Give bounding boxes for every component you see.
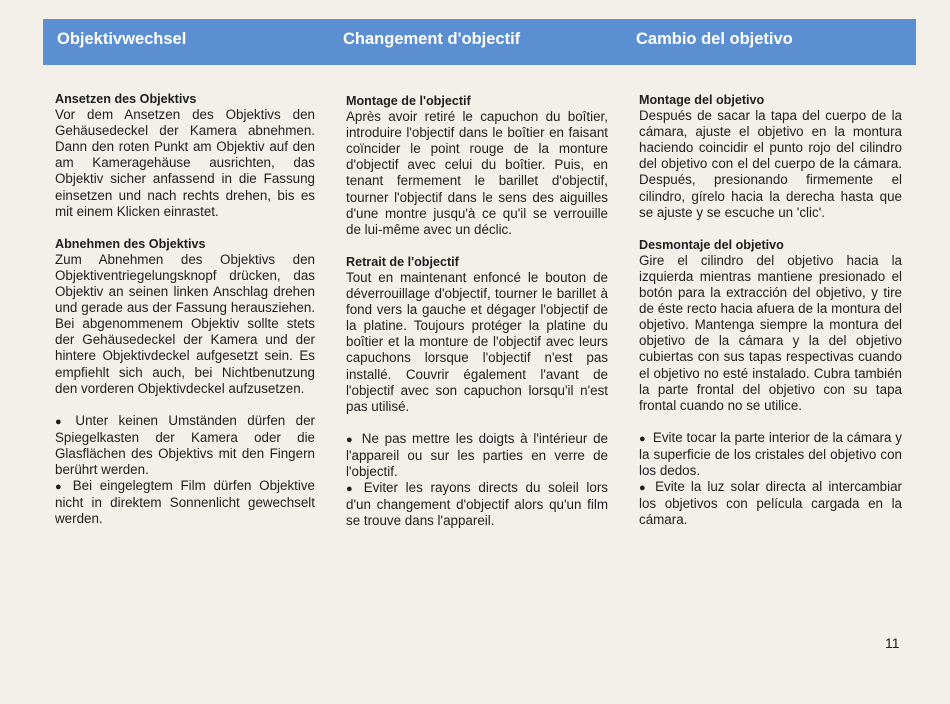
- french-note-1: ● Ne pas mettre les doigts à l'intérieur de l'appareil ou sur les parties en verre de l'objectif.: [346, 430, 608, 479]
- column-spanish: [639, 92, 902, 528]
- title-spanish: Cambio del objetivo: [636, 30, 793, 48]
- bullet-icon: ●: [346, 483, 353, 496]
- german-remove-heading: Abnehmen des Objektivs: [55, 236, 206, 251]
- title-german: Objektivwechsel: [57, 30, 187, 48]
- spanish-note-1: ● Evite tocar la parte interior de la cámara y la superficie de los cristales del objetivo con los dedos.: [639, 429, 902, 478]
- page-number: 11: [885, 635, 900, 651]
- spanish-attach-heading: Montage del objetivo: [639, 93, 765, 107]
- bullet-icon: ●: [639, 482, 646, 495]
- bullet-icon: ●: [639, 432, 646, 445]
- spanish-remove-heading: Desmontaje del objetivo: [639, 237, 784, 252]
- french-note-2: ● Eviter les rayons directs du soleil lors d'un changement d'objectif alors qu'un film se trouve dans l'appareil.: [346, 480, 608, 529]
- bullet-icon: ●: [55, 481, 62, 494]
- column-french: [346, 93, 608, 529]
- spanish-attach-body: Después de sacar la tapa del cuerpo de la cámara, ajuste el objetivo en la montura haciendo coincidir el punto rojo del cilindro del objetivo con el del cuerpo de la cámara. Después, presionando firmemente el cilindro, gírelo hacia la derecha hasta que se ajuste y se escuche un 'clic'.: [639, 108, 902, 220]
- german-note-2: ● Bei eingelegtem Film dürfen Objektive nicht in direktem Sonnenlicht gewechselt werden.: [55, 478, 315, 527]
- german-attach-heading: Ansetzen des Objektivs: [55, 92, 197, 106]
- german-note-1: ● Unter keinen Umständen dürfen der Spiegelkasten der Kamera oder die Glasflächen des Objektivs mit den Fingern berührt werden.: [55, 412, 315, 477]
- spanish-note-2: ● Evite la luz solar directa al intercambiar los objetivos con película cargada en la cámara.: [639, 479, 902, 528]
- french-remove-body: Tout en maintenant enfoncé le bouton de déverrouillage d'objectif, tourner le barillet à fond vers la gauche et dégager l'objectif de la platine. Toujours protéger la platine du boîtier et la monture de l'objectif avec leurs capuchons lorsque l'objectif n'est pas installé. Couvrir également l'avant de l'objectif avec son capuchon lorsqu'il n'est pas utilisé.: [346, 269, 608, 414]
- german-remove-body: Zum Abnehmen des Objektivs den Objektiventriegelungsknopf drücken, das Objektiv an seinen linken Anschlag drehen und gerade aus der Fassung herausziehen. Bei abgenommenem Objektiv sollte stets der Gehäusedeckel der Kamera und der hintere Objektivdeckel aufgesetzt sein. Es empfiehlt sich auch, bei Nichtbenutzung den vorderen Objektivdeckel aufzusetzen.: [55, 251, 315, 396]
- french-remove-heading: Retrait de l'objectif: [346, 254, 459, 269]
- column-german: [55, 91, 315, 527]
- bullet-icon: ●: [55, 415, 62, 428]
- french-attach-heading: Montage de l'objectif: [346, 94, 471, 108]
- spanish-remove-body: Gire el cilindro del objetivo hacia la izquierda mientras mantiene presionado el botón para la extracción del objetivo, y tire de éste recto hacia afuera de la montura del objetivo. Mantenga siempre la montura del objetivo de la cámara y la del objetivo cubiertas con sus tapas respectivas cuando el objetivo no esté instalado. Cubra también la parte frontal del objetivo con su tapa frontal cuando no se utilice.: [639, 252, 902, 413]
- title-french: Changement d'objectif: [343, 30, 521, 48]
- german-attach-body: Vor dem Ansetzen des Objektivs den Gehäusedeckel der Kamera abnehmen. Dann den roten Punkt am Objektiv auf den am Kameragehäuse ausrichten, das Objektiv sicher anfassend in die Fassung einsetzen und nach rechts drehen, bis es mit einem Klicken einrastet.: [55, 107, 315, 219]
- french-attach-body: Après avoir retiré le capuchon du boîtier, introduire l'objectif dans le boîtier en faisant coïncider le point rouge de la monture d'objectif avec celui du boîtier. Puis, en tenant fermement le barillet d'objectif, tourner l'objectif dans le sens des aiguilles d'une montre jusqu'à ce qu'il se verrouille de lui-même avec un déclic.: [346, 109, 608, 237]
- bullet-icon: ●: [346, 433, 353, 446]
